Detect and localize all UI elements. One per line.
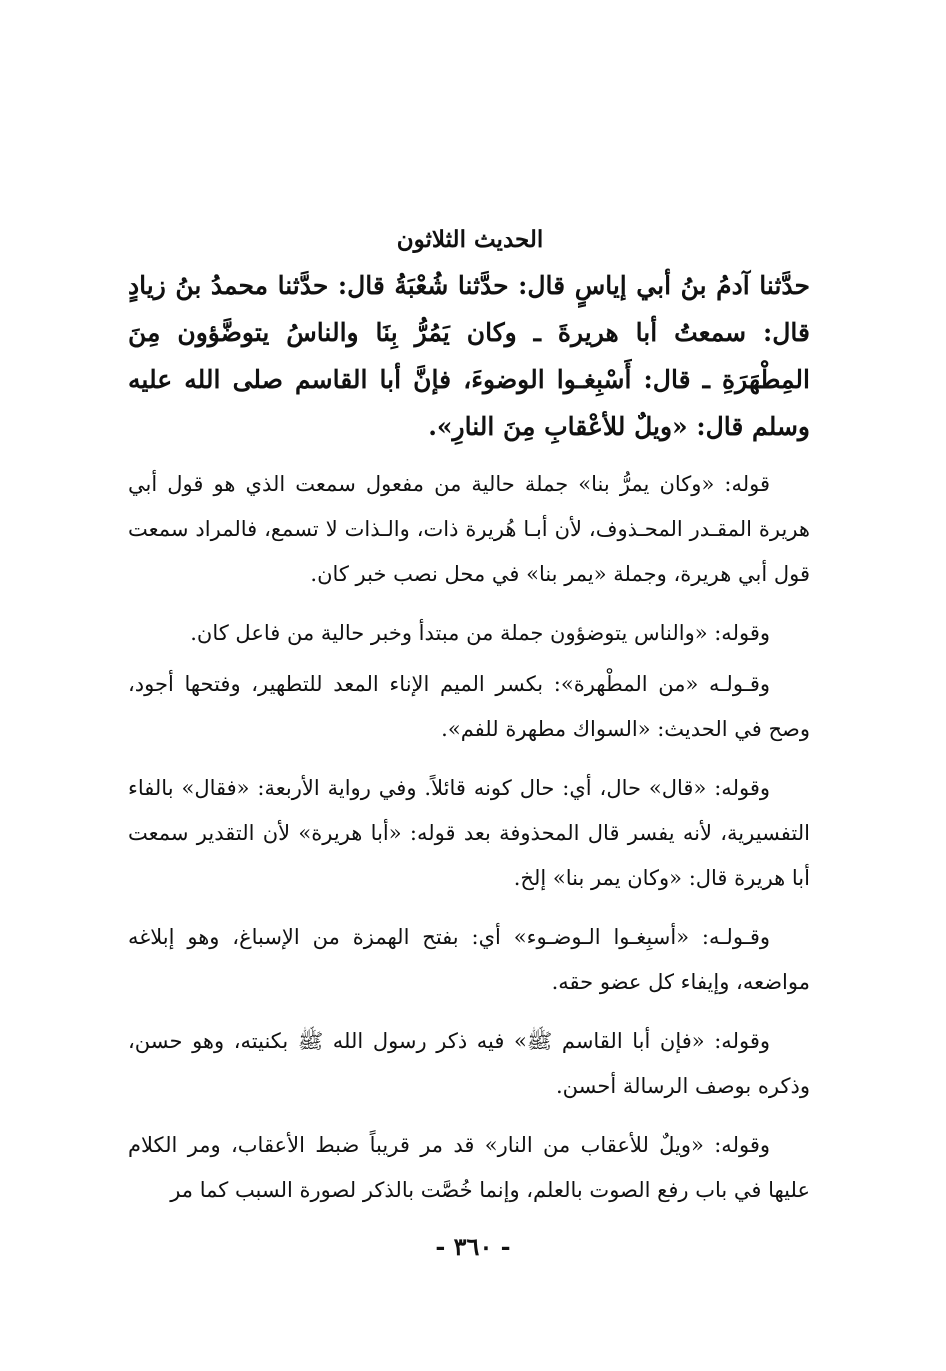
- commentary-paragraph: وقوله: «قال» حال، أي: حال كونه قائلاً. وفي رواية الأربعة: «فقال» بالفاء التفسيرية، لأنه يفسر قال المحذوفة بعد قوله: «أبا هريرة» لأن التقدير سمعت أبا هريرة قال: «وكان يمر بنا» إلخ.: [128, 776, 810, 890]
- commentary-paragraph: وقوله: «ويلٌ للأعقاب من النار» قد مر قريباً ضبط الأعقاب، ومر الكلام عليها في باب رفع الصوت بالعلم، وإنما خُصَّت بالذكر لصورة السبب كما مر: [128, 1133, 810, 1202]
- hadith-title: الحديث الثلاثون: [396, 226, 544, 253]
- commentary: [128, 462, 810, 1213]
- commentary-paragraph: وقـولـه «من المطْهرة»: بكسر الميم الإناء المعد للتطهير، وفتحها أجود، وصح في الحديث: «السواك مطهرة للفم».: [128, 672, 810, 741]
- commentary-paragraph: وقـولـه: «أسبِغـوا الـوضـوء» أي: بفتح الهمزة من الإسباغ، وهو إبلاغه مواضعه، وإيفاء كل عضو حقه.: [128, 925, 810, 994]
- commentary-paragraph: وقوله: «والناس يتوضؤون جملة من مبتدأ وخبر حالية من فاعل كان.: [190, 621, 770, 645]
- commentary-paragraph: قوله: «وكان يمرُّ بنا» جملة حالية من مفعول سمعت الذي هو قول أبي هريرة المقـدر المحـذوف، لأن أبـا هُريرة ذات، والـذات لا تسمع، فالمراد سمعت قول أبي هريرة، وجملة «يمر بنا» في محل نصب خبر كان.: [128, 472, 810, 586]
- page-number: - ٣٦٠ -: [435, 1232, 511, 1261]
- hadith-text: حدَّثنا آدمُ بنُ أبي إياسٍ قال: حدَّثنا شُعْبَةُ قال: حدَّثنا محمدُ بنُ زيادٍ قال: سمعتُ أبا هريرةَ ـ وكان يَمُرُّ بِنَا والناسُ يتوضَّؤون مِنَ المِطْهَرَةِ ـ قال: أَسْبِغـوا الوضوءَ، فإنَّ أبا القاسم صلى الله عليه وسلم قال: «ويلٌ للأعْقابِ مِنَ النارِ».: [128, 271, 810, 441]
- commentary-paragraph: وقوله: «فإن أبا القاسم ﷺ» فيه ذكر رسول الله ﷺ بكنيته، وهو حسن، وذكره بوصف الرسالة أحسن.: [128, 1029, 810, 1098]
